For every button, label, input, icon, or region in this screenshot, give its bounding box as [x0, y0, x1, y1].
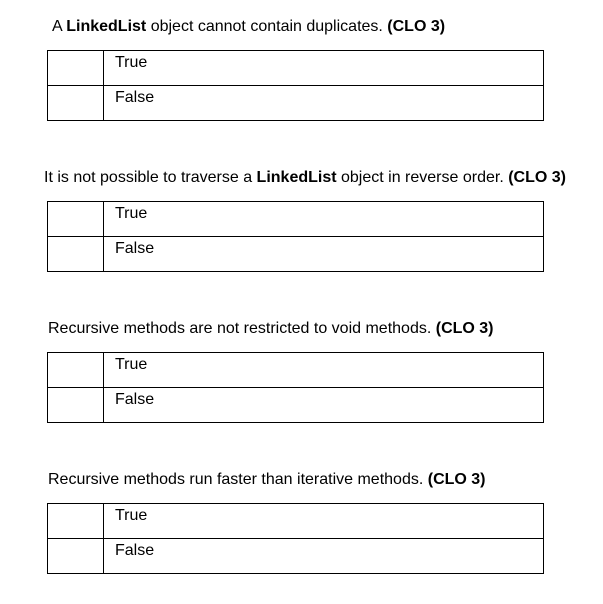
question-3-pre: Recursive methods are not restricted to void methods. [48, 320, 436, 337]
question-4-text [48, 470, 486, 490]
answer-row-false [48, 237, 544, 272]
question-4-pre: Recursive methods run faster than iterative methods. [48, 471, 428, 488]
question-4-clo: (CLO 3) [427, 471, 486, 488]
question-2-answer-table [47, 201, 544, 272]
answer-option-false[interactable]: False [104, 237, 544, 272]
answer-checkbox-false[interactable] [48, 86, 104, 121]
question-4-answer-table [47, 503, 544, 574]
answer-option-true[interactable]: True [104, 51, 544, 86]
question-2-text [44, 168, 566, 188]
answer-option-false[interactable]: False [104, 388, 544, 423]
answer-checkbox-false[interactable] [48, 388, 104, 423]
answer-checkbox-true[interactable] [48, 202, 104, 237]
question-2-clo: (CLO 3) [508, 169, 566, 186]
answer-row-true [48, 504, 544, 539]
answer-row-false [48, 388, 544, 423]
question-1-text [52, 17, 445, 37]
question-1-answer-table [47, 50, 544, 121]
answer-checkbox-true[interactable] [48, 504, 104, 539]
question-2-pre: It is not possible to traverse a [44, 169, 257, 186]
answer-row-true [48, 51, 544, 86]
question-2-keyword: LinkedList [256, 169, 337, 186]
answer-option-true[interactable]: True [104, 504, 544, 539]
answer-row-true [48, 202, 544, 237]
answer-checkbox-true[interactable] [48, 51, 104, 86]
answer-row-true [48, 353, 544, 388]
question-2-post: object in reverse order. [336, 169, 509, 186]
answer-option-false[interactable]: False [104, 539, 544, 574]
question-1-clo: (CLO 3) [387, 18, 446, 35]
question-3-text [48, 319, 494, 339]
question-3-answer-table [47, 352, 544, 423]
answer-checkbox-false[interactable] [48, 237, 104, 272]
answer-row-false [48, 539, 544, 574]
answer-option-false[interactable]: False [104, 86, 544, 121]
answer-option-true[interactable]: True [104, 202, 544, 237]
question-1-pre: A [52, 18, 67, 35]
answer-checkbox-false[interactable] [48, 539, 104, 574]
question-3-clo: (CLO 3) [435, 320, 494, 337]
answer-option-true[interactable]: True [104, 353, 544, 388]
answer-checkbox-true[interactable] [48, 353, 104, 388]
question-1-keyword: LinkedList [66, 18, 147, 35]
answer-row-false [48, 86, 544, 121]
question-1-post: object cannot contain duplicates. [146, 18, 388, 35]
